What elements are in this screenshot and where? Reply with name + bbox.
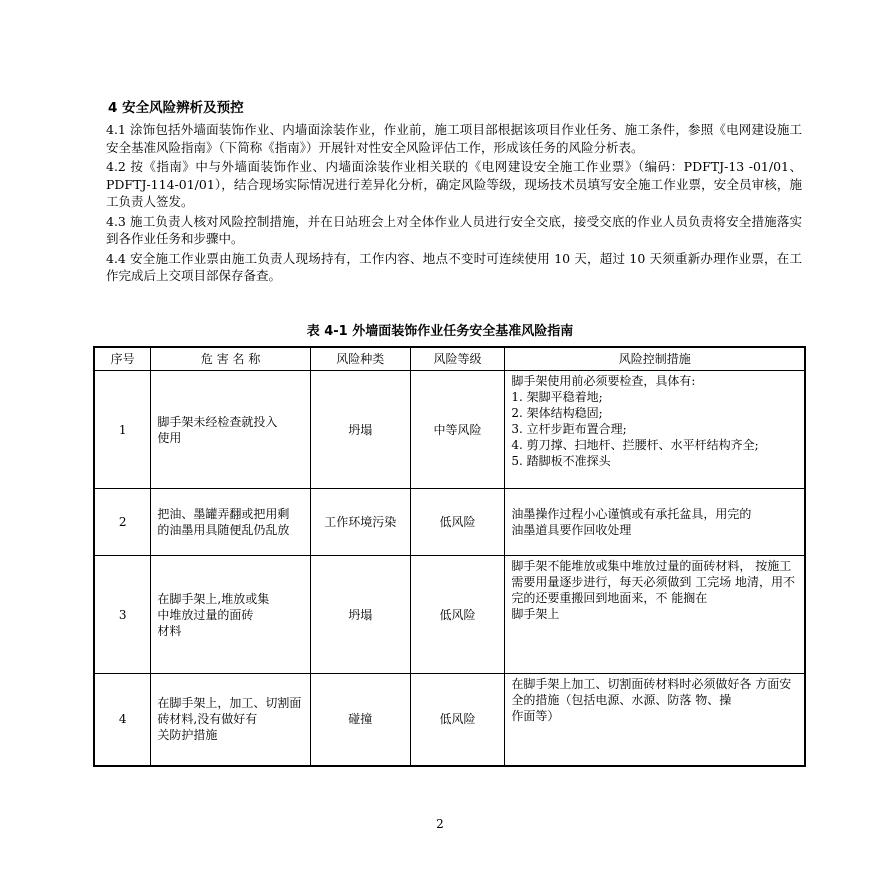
header-no: 序号	[94, 347, 151, 371]
row-hazard	[151, 489, 311, 556]
header-control-measures: 风险控制措施	[505, 347, 805, 371]
row-hazard	[151, 556, 311, 674]
header-risk-level: 风险等级	[410, 347, 505, 371]
row-risk-level: 低风险	[410, 674, 505, 766]
header-risk-type: 风险种类	[310, 347, 410, 371]
row-hazard	[151, 674, 311, 766]
row-no: 1	[94, 371, 151, 489]
row-risk-level: 低风险	[410, 489, 505, 556]
table-caption: 表 4-1 外墙面装饰作业任务安全基准风险指南	[306, 324, 574, 339]
row-risk-type: 坍塌	[310, 556, 410, 674]
table-row	[94, 489, 805, 556]
row-no: 3	[94, 556, 151, 674]
row-hazard-text: 脚手架未经检查就投入 使用	[157, 414, 278, 445]
page-number: 2	[436, 817, 444, 831]
table-row	[94, 371, 805, 489]
row-hazard	[151, 371, 311, 489]
row-risk-type: 工作环境污染	[310, 489, 410, 556]
table-row	[94, 674, 805, 766]
row-hazard-text: 在脚手架上，加工、切割面砖材料,没有做好有 关防护措施	[157, 696, 302, 743]
row-hazard-text: 把油、墨罐弄翻或把用剩 的油墨用具随便乱仍乱放	[157, 507, 290, 537]
paragraph-4-4: 4.4 安全施工作业票由施工负责人现场持有，工作内容、地点不变时可连续使用 10 天，超过 10 天须重新办理作业票，在工作完成后上交项目部保存备查。	[106, 250, 802, 283]
row-measures-text: 脚手架不能堆放或集中堆放过量的面砖材料， 按施工需要用量逐步进行，每天必须做到 工完场 地清，用不完的还要重搬回到地面来，不 能搁在 脚手架上	[511, 559, 796, 621]
row-hazard-text: 在脚手架上,堆放或集 中堆放过量的面砖 材料	[157, 591, 270, 638]
row-no: 4	[94, 674, 151, 766]
row-risk-type: 坍塌	[310, 371, 410, 489]
table-row	[94, 556, 805, 674]
header-hazard: 危 害 名 称	[151, 347, 311, 371]
section-body	[106, 121, 802, 287]
row-risk-type: 碰撞	[310, 674, 410, 766]
row-no: 2	[94, 489, 151, 556]
table-header-row	[94, 347, 805, 371]
row-control-measures	[505, 489, 805, 556]
row-control-measures	[505, 556, 805, 674]
risk-guide-table	[93, 346, 806, 767]
row-measures-text: 脚手架使用前必须要检查，具体有: 1. 架脚平稳着地; 2. 架体结构稳固; 3. 立杆步距布置合理; 4. 剪刀撑、扫地杆、拦腰杆、水平杆结构齐全; 5. 踏脚板不准探头	[511, 374, 759, 468]
paragraph-4-1: 4.1 涂饰包括外墙面装饰作业、内墙面涂装作业，作业前，施工项目部根据该项目作业任务、施工条件，参照《电网建设施工安全基准风险指南》（下简称《指南》）开展针对性安全风险评估工作，形成该任务的风险分析表。	[106, 122, 802, 155]
row-risk-level: 低风险	[410, 556, 505, 674]
row-control-measures	[505, 371, 805, 489]
section-heading: 4 安全风险辨析及预控	[108, 100, 244, 116]
paragraph-4-2: 4.2 按《指南》中与外墙面装饰作业、内墙面涂装作业相关联的《电网建设安全施工作业票》（编码：PDFTJ-13 -01/01、PDFTJ-114-01/01），结合现场实际情况进行差异化分析，确定风险等级，现场技术员填写安全施工作业票，安全员审核，施工负责人签发。	[106, 159, 802, 209]
row-measures-text: 油墨操作过程小心谨慎或有承托盆具，用完的 油墨道具要作回收处理	[511, 507, 752, 537]
row-risk-level: 中等风险	[410, 371, 505, 489]
row-measures-text: 在脚手架上加工、切割面砖材料时必须做好各 方面安全的措施（包括电源、水源、防落 物、操 作面等）	[511, 677, 792, 723]
paragraph-4-3: 4.3 施工负责人核对风险控制措施，并在日站班会上对全体作业人员进行安全交底，接受交底的作业人员负责将安全措施落实到各作业任务和步骤中。	[106, 213, 802, 246]
row-control-measures	[505, 674, 805, 766]
